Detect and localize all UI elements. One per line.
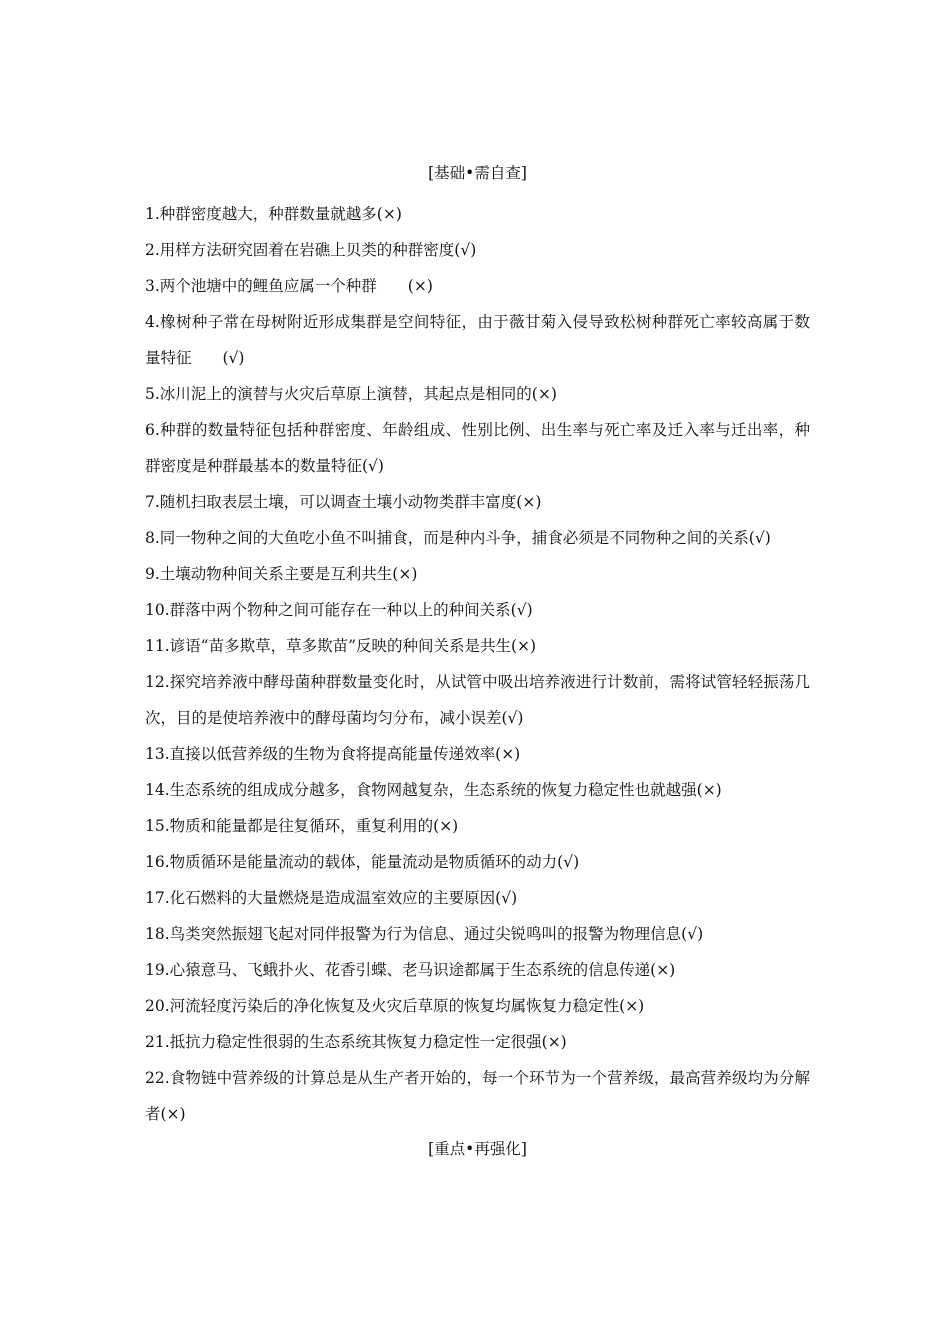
question-item: 17.化石燃料的大量燃烧是造成温室效应的主要原因(√) — [145, 889, 518, 907]
question-item: 11.谚语“苗多欺草，草多欺苗”反映的种间关系是共生(×) — [145, 637, 537, 655]
question-item: 10.群落中两个物种之间可能存在一种以上的种间关系(√) — [145, 601, 533, 619]
question-item: 7.随机扫取表层土壤，可以调查土壤小动物类群丰富度(×) — [145, 493, 542, 511]
question-item: 2.用样方法研究固着在岩礁上贝类的种群密度(√) — [145, 241, 477, 259]
question-item: 18.鸟类突然振翅飞起对同伴报警为行为信息、通过尖锐鸣叫的报警为物理信息(√) — [145, 925, 704, 943]
document-content — [145, 160, 810, 1172]
question-item: 22.食物链中营养级的计算总是从生产者开始的，每一个环节为一个营养级，最高营养级均为分解者(×) — [145, 1069, 810, 1123]
question-item: 1.种群密度越大，种群数量就越多(×) — [145, 205, 402, 223]
question-item: 14.生态系统的组成成分越多，食物网越复杂，生态系统的恢复力稳定性也就越强(×) — [145, 781, 722, 799]
question-item: 21.抵抗力稳定性很弱的生态系统其恢复力稳定性一定很强(×) — [145, 1033, 567, 1051]
question-item: 9.土壤动物种间关系主要是互利共生(×) — [145, 565, 418, 583]
question-item: 4.橡树种子常在母树附近形成集群是空间特征，由于薇甘菊入侵导致松树种群死亡率较高属于数量特征 (√) — [145, 313, 810, 367]
question-item: 6.种群的数量特征包括种群密度、年龄组成、性别比例、出生率与死亡率及迁入率与迁出率，种群密度是种群最基本的数量特征(√) — [145, 421, 810, 475]
section-title-basics: [基础•需自查] — [428, 164, 527, 182]
question-item: 8.同一物种之间的大鱼吃小鱼不叫捕食，而是种内斗争，捕食必须是不同物种之间的关系(√) — [145, 529, 771, 547]
section-title-key-points: [重点•再强化] — [428, 1140, 527, 1158]
question-item: 3.两个池塘中的鲤鱼应属一个种群 (×) — [145, 277, 433, 295]
question-item: 19.心猿意马、飞蛾扑火、花香引蝶、老马识途都属于生态系统的信息传递(×) — [145, 961, 676, 979]
question-item: 12.探究培养液中酵母菌种群数量变化时，从试管中吸出培养液进行计数前，需将试管轻轻振荡几次，目的是使培养液中的酵母菌均匀分布，减小误差(√) — [145, 673, 810, 727]
question-item: 13.直接以低营养级的生物为食将提高能量传递效率(×) — [145, 745, 521, 763]
question-item: 20.河流轻度污染后的净化恢复及火灾后草原的恢复均属恢复力稳定性(×) — [145, 997, 645, 1015]
question-item: 16.物质循环是能量流动的载体，能量流动是物质循环的动力(√) — [145, 853, 580, 871]
question-item: 5.冰川泥上的演替与火灾后草原上演替，其起点是相同的(×) — [145, 385, 557, 403]
question-item: 15.物质和能量都是往复循环，重复利用的(×) — [145, 817, 459, 835]
